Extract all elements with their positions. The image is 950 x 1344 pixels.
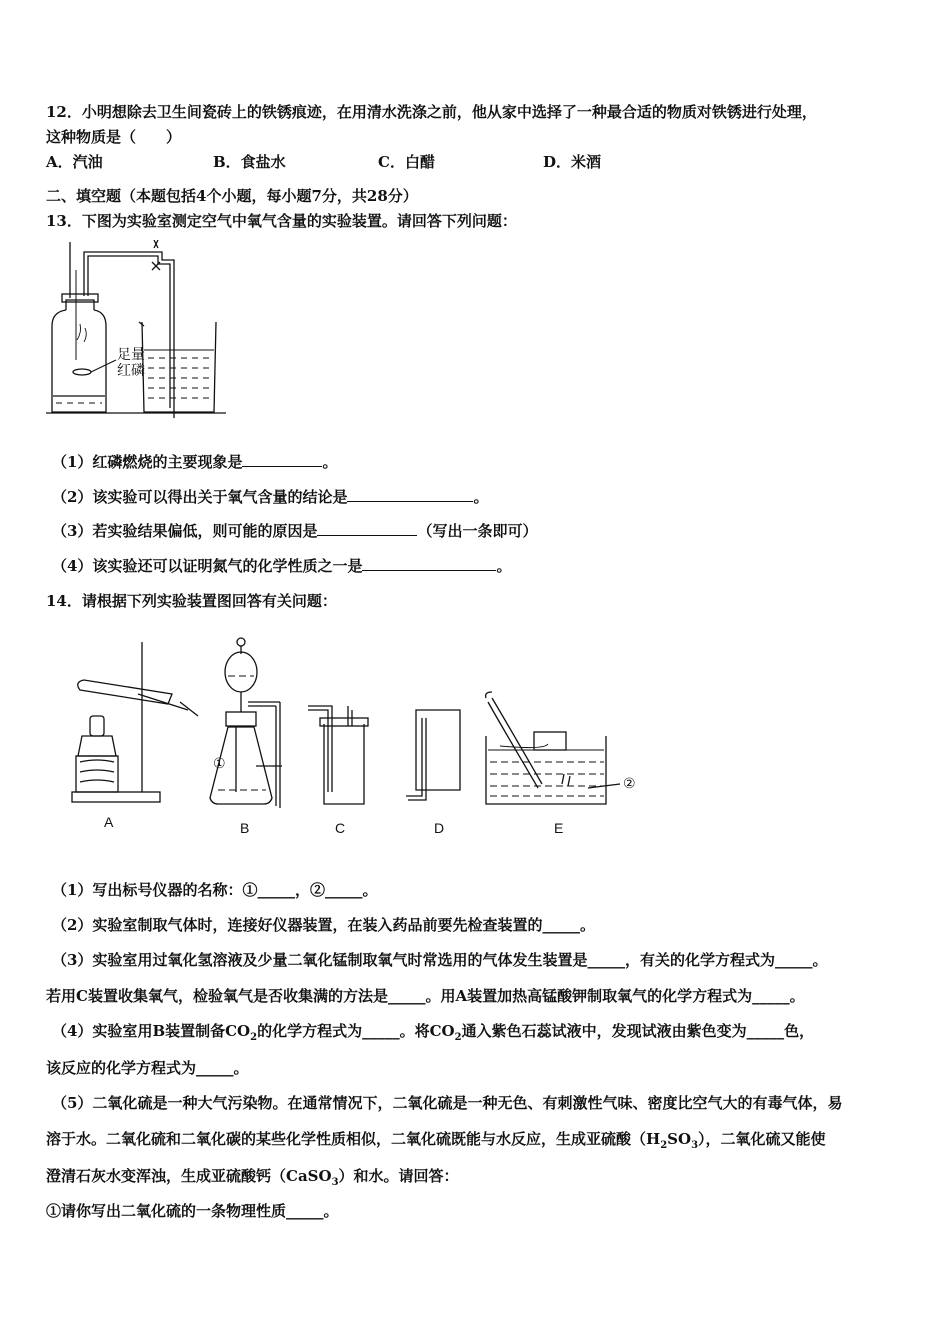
q13-sub1-text: （1）红磷燃烧的主要现象是 (52, 453, 243, 471)
q13-sub4 (52, 556, 511, 576)
q13-sub2-end: 。 (473, 488, 489, 506)
q14-sub5-part2: SO (667, 1130, 692, 1148)
q14-marker-1: ① (213, 755, 226, 771)
q14-sub5-part1: 溶于水。二氧化硫和二氧化碳的某些化学性质相似，二氧化硫既能与水反应，生成亚硫酸（H (46, 1130, 661, 1148)
q13-sub4-blank[interactable] (362, 556, 496, 571)
q13-figure-label-line2: 红磷 (117, 362, 145, 378)
q13-sub3 (52, 521, 537, 541)
q14-sub4-line1 (52, 1021, 814, 1041)
q12-option-d: D．米酒 (543, 153, 602, 171)
q13-apparatus-figure (44, 240, 230, 418)
q13-sub3-text: （3）若实验结果偏低，则可能的原因是 (52, 522, 318, 540)
q14-label-b: B (240, 820, 250, 836)
q14-sub1: （1）写出标号仪器的名称：①_____，②_____。 (52, 881, 378, 899)
h2so3-subscript-2: 2 (660, 1140, 668, 1151)
q12-option-a: A．汽油 (46, 153, 103, 171)
q14-sub4-part3: 通入紫色石蕊试液中，发现试液由紫色变为_____色， (461, 1022, 815, 1040)
q13-figure-label (117, 346, 145, 378)
q13-sub3-end: （写出一条即可） (417, 522, 538, 540)
q13-sub4-end: 。 (496, 557, 512, 575)
q13-sub1-end: 。 (322, 453, 338, 471)
caso3-subscript: 3 (331, 1177, 339, 1188)
q12-stem-line2: 这种物质是（ ） (46, 128, 182, 146)
q14-sub3-line1: （3）实验室用过氧化氢溶液及少量二氧化锰制取氧气时常选用的气体发生装置是_____，有关的化学方程式为_____。 (52, 951, 828, 969)
q13-stem: 13．下图为实验室测定空气中氧气含量的实验装置。请回答下列问题： (46, 212, 517, 230)
q13-sub1-blank[interactable] (242, 452, 322, 467)
q13-sub3-blank[interactable] (317, 521, 417, 536)
co2-subscript: 2 (250, 1032, 258, 1043)
q13-sub2-blank[interactable] (347, 487, 473, 502)
q14-sub5-part3: ），二氧化硫又能使 (698, 1130, 826, 1148)
q14-label-e: E (554, 820, 564, 836)
q14-stem: 14．请根据下列实验装置图回答有关问题： (46, 592, 337, 610)
h2so3-subscript-3: 3 (691, 1140, 699, 1151)
q14-sub4-part1: （4）实验室用B装置制备CO (52, 1022, 251, 1040)
q14-sub4-line2: 该反应的化学方程式为_____。 (46, 1059, 249, 1077)
q14-apparatus-figure (68, 632, 648, 842)
q13-sub2 (52, 487, 488, 507)
q14-sub2: （2）实验室制取气体时，连接好仪器装置，在装入药品前要先检查装置的_____。 (52, 916, 595, 934)
q14-sub5-line3 (46, 1166, 459, 1186)
q12-stem-line1: 12．小明想除去卫生间瓷砖上的铁锈痕迹，在用清水洗涤之前，他从家中选择了一种最合适的物质对铁锈进行处理， (46, 103, 817, 121)
q13-figure-label-line1: 足量 (117, 346, 145, 362)
q14-label-c: C (335, 820, 346, 836)
q14-sub5-part5: ）和水。请回答： (338, 1167, 459, 1185)
q13-sub4-text: （4）该实验还可以证明氮气的化学性质之一是 (52, 557, 363, 575)
section-2-header: 二、填空题（本题包括4个小题，每小题7分，共28分） (46, 187, 418, 205)
q14-label-d: D (434, 820, 445, 836)
q13-sub2-text: （2）该实验可以得出关于氧气含量的结论是 (52, 488, 348, 506)
q14-sub5-line2 (46, 1129, 826, 1149)
q14-sub4-part2: 的化学方程式为_____。将CO (257, 1022, 455, 1040)
q12-option-c: C．白醋 (378, 153, 435, 171)
q14-sub5-line1: （5）二氧化硫是一种大气污染物。在通常情况下，二氧化硫是一种无色、有刺激性气味、密度比空气大的有毒气体，易 (52, 1094, 843, 1112)
q12-option-b: B．食盐水 (213, 153, 286, 171)
q14-sub5-line4: ①请你写出二氧化硫的一条物理性质_____。 (46, 1202, 339, 1220)
q14-sub3-line2: 若用C装置收集氧气，检验氧气是否收集满的方法是_____。用A装置加热高锰酸钾制取氧气的化学方程式为_____。 (46, 987, 805, 1005)
q13-sub1 (52, 452, 337, 472)
q14-label-a: A (104, 814, 114, 830)
co2-subscript: 2 (454, 1032, 462, 1043)
q14-marker-2: ② (623, 775, 636, 791)
q14-sub5-part4: 澄清石灰水变浑浊，生成亚硫酸钙（CaSO (46, 1167, 332, 1185)
